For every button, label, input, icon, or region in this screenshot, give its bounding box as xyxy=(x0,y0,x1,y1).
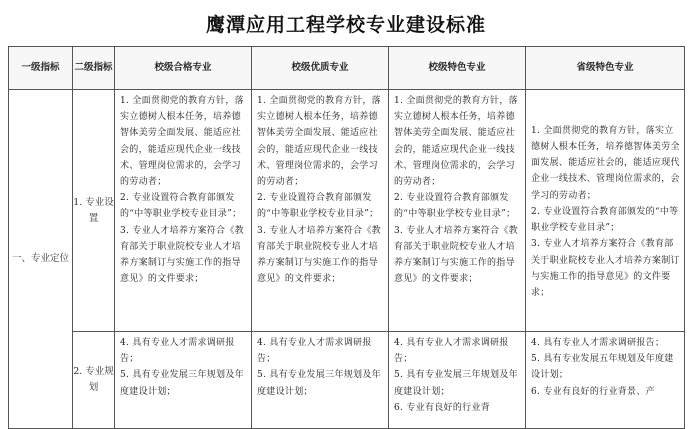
criterion: 3. 专业人才培养方案符合《教育部关于职业院校专业人才培养方案制订与实施工作的指导意见》的文件要求； xyxy=(120,225,244,285)
criterion: 3. 专业人才培养方案符合《教育部关于职业院校专业人才培养方案制订与实施工作的指导意见》的文件要求； xyxy=(394,225,518,285)
header-school-quality: 校级优质专业 xyxy=(252,47,389,90)
criteria-cell xyxy=(389,332,526,429)
criteria-cell xyxy=(115,332,252,429)
criterion: 1. 全面贯彻党的教育方针，落实立德树人根本任务，培养德智体美劳全面发展、能适应社会的，能适应现代企业一线技术、管理岗位需求的，会学习的劳动者； xyxy=(531,125,680,201)
criterion: 1. 全面贯彻党的教育方针，落实立德树人根本任务，培养德智体美劳全面发展、能适应社会的，能适应现代企业一线技术、管理岗位需求的，会学习的劳动者； xyxy=(257,96,381,188)
criterion: 4. 具有专业人才需求调研报告； xyxy=(531,338,665,348)
criteria-cell xyxy=(389,90,526,332)
criterion: 2. 专业设置符合教育部颁发的“中等职业学校专业目录”； xyxy=(257,193,379,220)
criterion: 6. 专业有良好的行业背景、产 xyxy=(531,386,655,397)
page-title: 鹰潭应用工程学校专业建设标准 xyxy=(205,14,486,36)
criterion: 6. 专业有良好的行业背 xyxy=(394,402,491,413)
table-row xyxy=(9,332,685,429)
criteria-cell xyxy=(115,90,252,332)
criterion: 5. 具有专业发展三年规划及年度建设计划； xyxy=(257,370,381,397)
header-level2: 二级指标 xyxy=(73,47,115,90)
header-school-featured: 校级特色专业 xyxy=(389,47,526,90)
header-province-featured: 省级特色专业 xyxy=(526,47,685,90)
criterion: 1. 全面贯彻党的教育方针，落实立德树人根本任务，培养德智体美劳全面发展、能适应社会的，能适应现代企业一线技术、管理岗位需求的，会学习的劳动者； xyxy=(394,96,518,188)
level2-cell: 2. 专业规划 xyxy=(73,332,115,429)
criterion: 5. 具有专业发展三年规划及年度建设计划； xyxy=(394,370,518,397)
criterion: 4. 具有专业人才需求调研报告； xyxy=(394,338,509,365)
criterion: 5. 具有专业发展三年规划及年度建设计划； xyxy=(120,370,244,397)
header-level1: 一级指标 xyxy=(9,47,73,90)
criteria-cell xyxy=(526,332,685,429)
criterion: 2. 专业设置符合教育部颁发的“中等职业学校专业目录”； xyxy=(531,206,679,234)
header-school-qualified: 校级合格专业 xyxy=(115,47,252,90)
criteria-cell xyxy=(526,90,685,332)
criterion: 3. 专业人才培养方案符合《教育部关于职业院校专业人才培养方案制订与实施工作的指导意见》的文件要求； xyxy=(531,239,680,298)
criterion: 1. 全面贯彻党的教育方针，落实立德树人根本任务，培养德智体美劳全面发展、能适应社会的，能适应现代企业一线技术、管理岗位需求的，会学习的劳动者； xyxy=(120,96,244,188)
criteria-cell xyxy=(252,90,389,332)
criterion: 4. 具有专业人才需求调研报告； xyxy=(257,338,372,365)
table-header-row xyxy=(9,47,685,90)
criterion: 5. 具有专业发展五年规划及年度建设计划； xyxy=(531,354,674,381)
level1-cell: 一、专业定位 xyxy=(9,90,73,429)
table-row xyxy=(9,90,685,332)
criteria-cell xyxy=(252,332,389,429)
criterion: 2. 专业设置符合教育部颁发的“中等职业学校专业目录”； xyxy=(120,193,242,220)
criterion: 3. 专业人才培养方案符合《教育部关于职业院校专业人才培养方案制订与实施工作的指导意见》的文件要求； xyxy=(257,225,381,285)
criterion: 4. 具有专业人才需求调研报告； xyxy=(120,338,235,365)
level2-cell: 1. 专业设置 xyxy=(73,90,115,332)
standards-table xyxy=(8,46,685,429)
criterion: 2. 专业设置符合教育部颁发的“中等职业学校专业目录”； xyxy=(394,193,516,220)
